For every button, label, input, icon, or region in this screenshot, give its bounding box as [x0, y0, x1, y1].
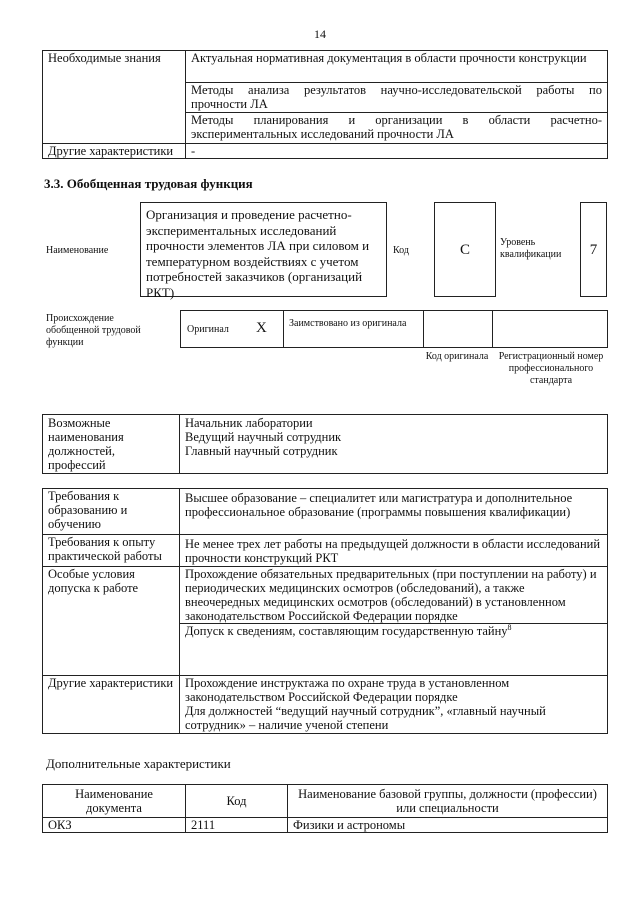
education-label: Требования к образованию и обучению — [43, 489, 180, 535]
group-cell: Физики и астрономы — [288, 818, 608, 833]
table-row — [43, 489, 608, 535]
code-value: С — [459, 242, 470, 258]
code-cell: 2111 — [186, 818, 288, 833]
experience-value: Не менее трех лет работы на предыдущей должности в области исследований прочности конструкций РКТ — [180, 535, 608, 567]
code-value-box — [434, 202, 496, 297]
special-value-1: Прохождение обязательных предварительных (при поступлении на работу) и периодических медицинских осмотров (обследований), а также внеочередных медицинских осмотров (обследований) в установленном законодательством Российской Федерации порядке — [180, 567, 608, 624]
table-row — [43, 676, 608, 734]
header-group: Наименование базовой группы, должности (профессии) или специальности — [288, 785, 608, 818]
table-row — [43, 535, 608, 567]
table-row — [43, 144, 608, 159]
additional-table — [42, 784, 608, 833]
special-value-2-cell — [180, 624, 608, 676]
knowledge-item: Актуальная нормативная документация в области прочности конструкции — [186, 51, 608, 83]
other-label: Другие характеристики — [43, 676, 180, 734]
code-label: Код — [393, 245, 409, 256]
special-value-2: Допуск к сведениям, составляющим государственную тайну — [185, 624, 508, 638]
knowledge-label: Необходимые знания — [43, 51, 186, 144]
other-value-1: Прохождение инструктажа по охране труда в установленном законодательством Российской Федерации порядке — [185, 676, 510, 704]
level-value: 7 — [589, 242, 598, 258]
list-item: Главный научный сотрудник — [185, 444, 338, 458]
list-item: Начальник лаборатории — [185, 416, 313, 430]
doc-cell: ОКЗ — [43, 818, 186, 833]
page-number: 14 — [314, 27, 326, 41]
table-row — [43, 785, 608, 818]
table-row — [43, 567, 608, 624]
level-label: Уровень квалификации — [500, 237, 562, 260]
other-characteristics-label: Другие характеристики — [43, 144, 186, 159]
list-item: Ведущий научный сотрудник — [185, 430, 342, 444]
section-heading: 3.3. Обобщенная трудовая функция — [44, 176, 253, 191]
origin-label: Происхождение обобщенной трудовой функции — [46, 313, 141, 348]
education-value: Высшее образование – специалитет или магистратура и дополнительное профессиональное образование (программы повышения квалификации) — [180, 489, 608, 535]
other-characteristics-value: - — [186, 144, 608, 159]
table-row — [43, 51, 608, 83]
original-mark: Х — [256, 320, 267, 336]
special-label: Особые условия допуска к работе — [43, 567, 180, 676]
origin-table — [180, 310, 608, 348]
positions-table — [42, 414, 608, 474]
naming-label: Наименование — [46, 245, 109, 256]
level-value-box — [580, 202, 607, 297]
naming-value: Организация и проведение расчетно-экспериментальных исследований прочности элементов ЛА при силовом и температурном воздействиях с учетом потребностей заказчиков (организаций РКТ) — [140, 202, 387, 297]
experience-label: Требования к опыту практической работы — [43, 535, 180, 567]
positions-list — [180, 415, 608, 474]
original-label: Оригинал — [187, 324, 229, 335]
header-code: Код — [186, 785, 288, 818]
reg-number-label: Регистрационный номер профессионального стандарта — [498, 351, 604, 386]
knowledge-table — [42, 50, 608, 159]
table-row — [43, 818, 608, 833]
positions-label: Возможные наименования должностей, профессий — [43, 415, 180, 474]
other-value-2: Для должностей “ведущий научный сотрудник”, «главный научный сотрудник» – наличие ученой степени — [185, 704, 546, 732]
requirements-table — [42, 488, 608, 734]
knowledge-item: Методы планирования и организации в области расчетно-экспериментальных исследований прочности ЛА — [186, 113, 608, 144]
code-original-label: Код оригинала — [425, 351, 489, 362]
knowledge-item: Методы анализа результатов научно-исследовательской работы по прочности ЛА — [186, 83, 608, 113]
additional-title: Дополнительные характеристики — [46, 756, 231, 771]
other-values — [180, 676, 608, 734]
borrowed-label: Заимствовано из оригинала — [289, 318, 407, 329]
footnote-mark: 8 — [507, 622, 512, 632]
table-row — [43, 415, 608, 474]
header-document: Наименование документа — [43, 785, 186, 818]
